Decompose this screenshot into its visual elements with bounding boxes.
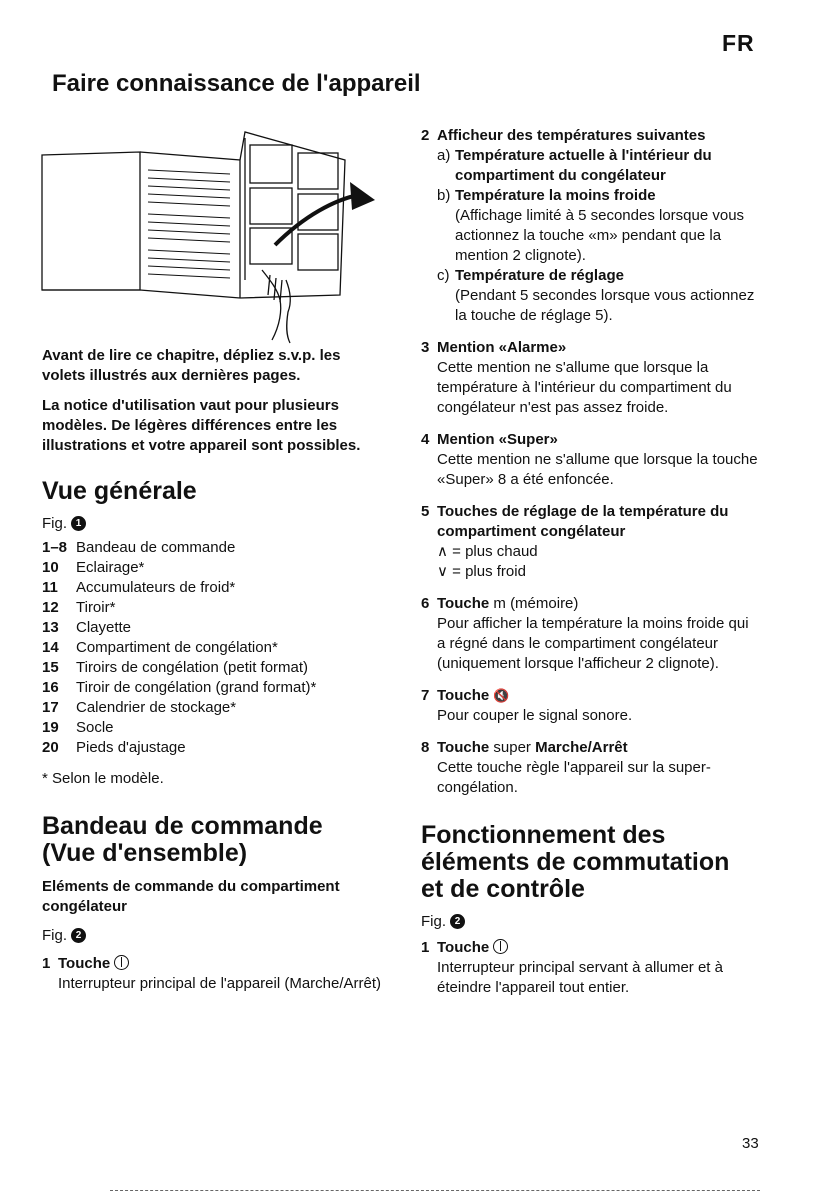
figure-label: Fig. [421, 913, 447, 930]
item-7-heading: 7 Touche 🔇 [421, 687, 510, 704]
section-title-control-panel-line2: (Vue d'ensemble) [42, 839, 248, 867]
item-8-desc: Cette touche règle l'appareil sur la super-congélation. [437, 759, 711, 796]
control-panel-subtitle: Eléments de commande du compartiment congélateur [42, 878, 340, 915]
item-2-heading: 2 Afficheur des températures suivantes [421, 127, 706, 144]
figure-number-badge: 2 [450, 914, 465, 929]
intro-foldout-note: Avant de lire ce chapitre, dépliez s.v.p. les volets illustrés aux dernières pages. [42, 347, 341, 384]
figure-number-badge: 1 [71, 516, 86, 531]
item-2a: a) Température actuelle à l'intérieur du compartiment du congélateur [437, 147, 712, 184]
list-item: 19 Socle [42, 719, 114, 736]
footnote: * Selon le modèle. [42, 770, 164, 787]
item-5-heading: 5 Touches de réglage de la température du compartiment congélateur [421, 503, 729, 540]
section-title-function-line1: Fonctionnement des [421, 821, 666, 849]
page-number: 33 [742, 1135, 759, 1152]
item-2c: c) Température de réglage [437, 267, 624, 284]
figure-label: Fig. [42, 927, 68, 944]
right-column [421, 126, 761, 998]
list-item: 13 Clayette [42, 619, 132, 636]
foldout-illustration [40, 130, 380, 345]
control-item-1-desc: Interrupteur principal de l'appareil (Marche/Arrêt) [58, 975, 382, 992]
function-item-1-desc: Interrupteur principal servant à allumer et à éteindre l'appareil tout entier. [437, 959, 723, 996]
list-item: 16 Tiroir de congélation (grand format)* [42, 679, 317, 696]
left-column [42, 346, 387, 994]
item-4-heading: 4 Mention «Super» [421, 431, 558, 448]
list-item: 11 Accumulateurs de froid* [42, 579, 236, 596]
section-title-control-panel-line1: Bandeau de commande [42, 812, 323, 840]
list-item: 17 Calendrier de stockage* [42, 699, 237, 716]
item-5-line2: ∨ = plus froid [437, 563, 526, 580]
item-4-desc: Cette mention ne s'allume que lorsque la touche «Super» 8 a été enfoncée. [437, 451, 758, 488]
item-2b-desc: (Affichage limité à 5 secondes lorsque vous actionnez la touche «m» pendant que la mention 2 clignote). [455, 207, 745, 264]
item-8-heading: 8 Touche super Marche/Arrêt [421, 739, 628, 756]
mute-icon: 🔇 [493, 688, 510, 703]
list-item: 14 Compartiment de congélation* [42, 639, 278, 656]
item-6-desc: Pour afficher la température la moins froide qui a régné dans le compartiment congélateur (uniquement lorsque l'afficheur 2 clignote). [437, 615, 749, 672]
item-3-heading: 3 Mention «Alarme» [421, 339, 567, 356]
list-item: 1–8 Bandeau de commande [42, 539, 236, 556]
figure-number-badge: 2 [71, 928, 86, 943]
figure-reference [42, 515, 387, 532]
item-2c-desc: (Pendant 5 secondes lorsque vous actionnez la touche de réglage 5). [455, 287, 755, 324]
item-3-desc: Cette mention ne s'allume que lorsque la température à l'intérieur du compartiment du congélateur n'est pas assez froide. [437, 359, 732, 416]
intro-models-note: La notice d'utilisation vaut pour plusieurs modèles. De légères différences entre les illustrations et votre appareil sont possibles. [42, 397, 361, 454]
section-title-function-line3: et de contrôle [421, 875, 585, 903]
power-icon [114, 955, 129, 970]
list-item: 20 Pieds d'ajustage [42, 739, 186, 756]
list-item: 12 Tiroir* [42, 599, 116, 616]
function-item-1: 1 Touche [421, 938, 761, 958]
list-item: 10 Eclairage* [42, 559, 145, 576]
item-2b: b) Température la moins froide [437, 187, 656, 204]
page-title: Faire connaissance de l'appareil [52, 70, 421, 97]
section-title-function-line2: éléments de commutation [421, 848, 730, 876]
item-5-line1: ∧ = plus chaud [437, 543, 538, 560]
figure-reference [421, 913, 761, 930]
figure-label: Fig. [42, 515, 68, 532]
list-item: 15 Tiroirs de congélation (petit format) [42, 659, 309, 676]
item-7-desc: Pour couper le signal sonore. [437, 707, 633, 724]
figure-reference [42, 927, 387, 944]
power-icon [493, 939, 508, 954]
item-6-heading: 6 Touche m (mémoire) [421, 595, 579, 612]
control-item-1: 1 Touche [42, 954, 387, 974]
overview-list [42, 538, 387, 758]
section-title-overview: Vue générale [42, 477, 197, 505]
language-tag: FR [722, 30, 755, 56]
bottom-divider [110, 1190, 760, 1191]
